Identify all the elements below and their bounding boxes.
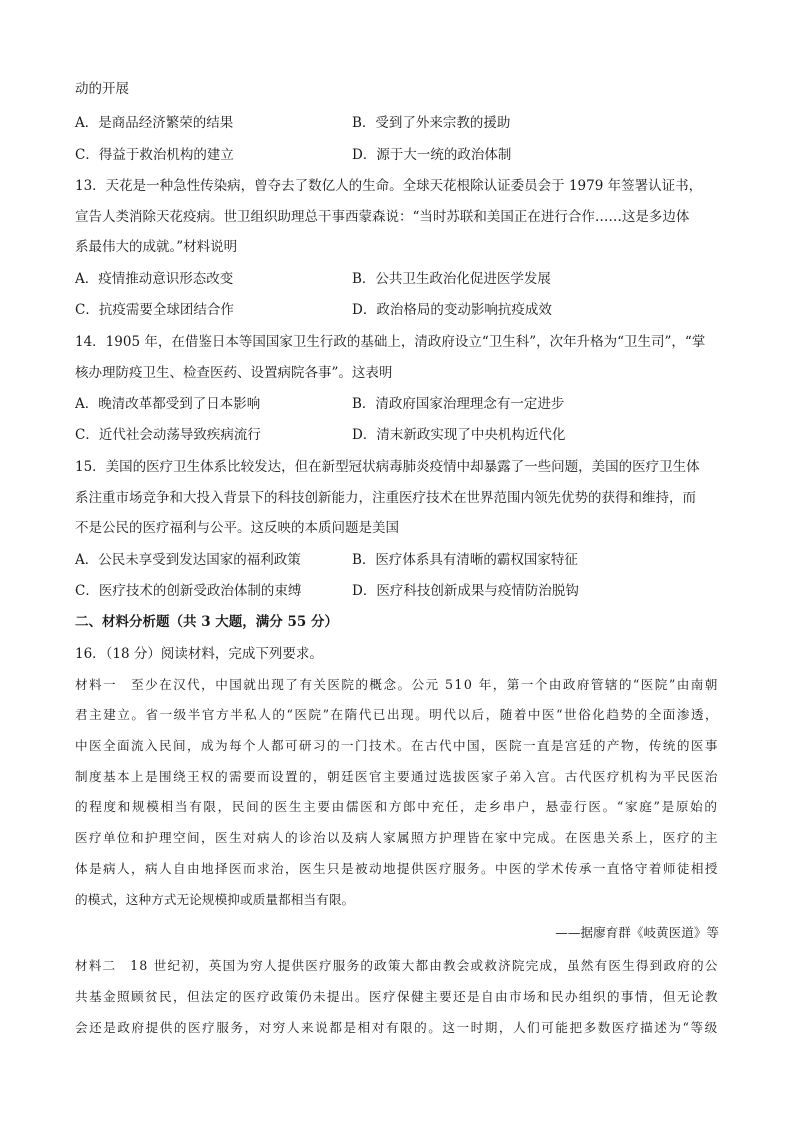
q13-option-d: D．政治格局的变动影响抗疫成效 — [352, 302, 552, 318]
material-one-line: 的程度和规模相当有限，民间的医生主要由儒医和方郎中充任，走乡串户，悬壶行医。“家庭”是原始的 — [75, 799, 719, 814]
q14-option-b: B．清政府国家治理理念有一定进步 — [352, 396, 565, 412]
q14-option-d: D．清末新政实现了中央机构近代化 — [352, 427, 566, 443]
material-one-line: 体是病人，病人自由地择医而求治，医生只是被动地提供医疗服务。中医的学术传承一直恪守着师徒相授 — [75, 861, 719, 876]
q15-stem-line-3: 不是公民的医疗福利与公平。这反映的本质问题是美国 — [75, 520, 399, 536]
q13-stem-line-3: 系最伟大的成就。”材料说明 — [75, 239, 238, 255]
material-two-line: 会还是政府提供的医疗服务，对穷人来说都是相对有限的。这一时期，人们可能把多数医疗描述为“等级 — [75, 1020, 719, 1035]
section-heading: 二、材料分析题（共 3 大题，满分 55 分） — [75, 614, 338, 630]
q12-option-c: C．得益于救治机构的建立 — [75, 147, 234, 163]
q15-option-d: D．医疗科技创新成果与疫情防治脱钩 — [352, 583, 579, 599]
material-one-line: 材料一 至少在汉代，中国就出现了有关医院的概念。公元 510 年，第一个由政府管辖的“医院”由南朝 — [75, 677, 719, 692]
q12-stem-continuation: 动的开展 — [75, 81, 129, 97]
material-two-line: 共基金照顾贫民，但法定的医疗政策仍未提出。医疗保健主要还是自由市场和民办组织的事情，但无论教 — [75, 989, 719, 1004]
q14-stem-line-1: 14．1905 年，在借鉴日本等国国家卫生行政的基础上，清政府设立“卫生科”，次年升格为“卫生司”，“掌 — [75, 334, 706, 350]
q13-option-b: B．公共卫生政治化促进医学发展 — [352, 271, 551, 287]
material-one-line: 医疗单位和护理空间，医生对病人的诊治以及病人家属照方护理皆在家中完成。在医患关系上，医疗的主 — [75, 830, 719, 845]
material-one-line: 君主建立。省一级半官方半私人的“医院”在隋代已出现。明代以后，随着中医“世俗化趋势的全面渗透， — [75, 707, 720, 722]
q13-stem-line-2: 宣告人类消除天花疫病。世卫组织助理总干事西蒙森说：“当时苏联和美国正在进行合作……这是多边体 — [75, 209, 690, 225]
q14-stem-line-2: 核办理防疫卫生、检查医药、设置病院各事”。这表明 — [75, 365, 393, 381]
q15-stem-line-2: 系注重市场竞争和大投入背景下的科技创新能力，注重医疗技术在世界范围内领先优势的获得和维持，而 — [75, 490, 696, 506]
material-one-source: ——据廖育群《岐黄医道》等 — [555, 925, 719, 940]
q14-option-c: C．近代社会动荡导致疾病流行 — [75, 427, 261, 443]
q15-stem-line-1: 15．美国的医疗卫生体系比较发达，但在新型冠状病毒肺炎疫情中却暴露了一些问题，美国的医疗卫生体 — [75, 459, 700, 475]
material-two-line: 材料二 18 世纪初，英国为穷人提供医疗服务的政策大都由教会或救济院完成，虽然有医生得到政府的公 — [75, 958, 719, 973]
material-one-line: 中医全面流入民间，成为每个人都可研习的一门技术。在古代中国，医院一直是宫廷的产物，传统的医事 — [75, 738, 719, 753]
q13-option-a: A．疫情推动意识形态改变 — [75, 271, 234, 287]
q13-option-c: C．抗疫需要全球团结合作 — [75, 302, 234, 318]
q12-option-a: A．是商品经济繁荣的结果 — [75, 115, 234, 131]
q15-option-a: A．公民未享受到发达国家的福利政策 — [75, 552, 301, 568]
q13-stem-line-1: 13．天花是一种急性传染病，曾夺去了数亿人的生命。全球天花根除认证委员会于 1979 年签署认证书， — [75, 178, 703, 194]
material-one-line: 制度基本上是围绕王权的需要而设置的，朝廷医官主要通过选拔医家子弟入宫。古代医疗机构为平民医治 — [75, 769, 719, 784]
q12-option-d: D．源于大一统的政治体制 — [352, 147, 512, 163]
q14-option-a: A．晚清改革都受到了日本影响 — [75, 396, 261, 412]
q15-option-c: C．医疗技术的创新受政治体制的束缚 — [75, 583, 302, 599]
q15-option-b: B．医疗体系具有清晰的霸权国家特征 — [352, 552, 578, 568]
q16-stem: 16．（18 分）阅读材料，完成下列要求。 — [75, 646, 323, 662]
q12-option-b: B．受到了外来宗教的援助 — [352, 115, 511, 131]
material-one-line: 的模式，这种方式无论规模抑或质量都相当有限。 — [75, 892, 355, 907]
